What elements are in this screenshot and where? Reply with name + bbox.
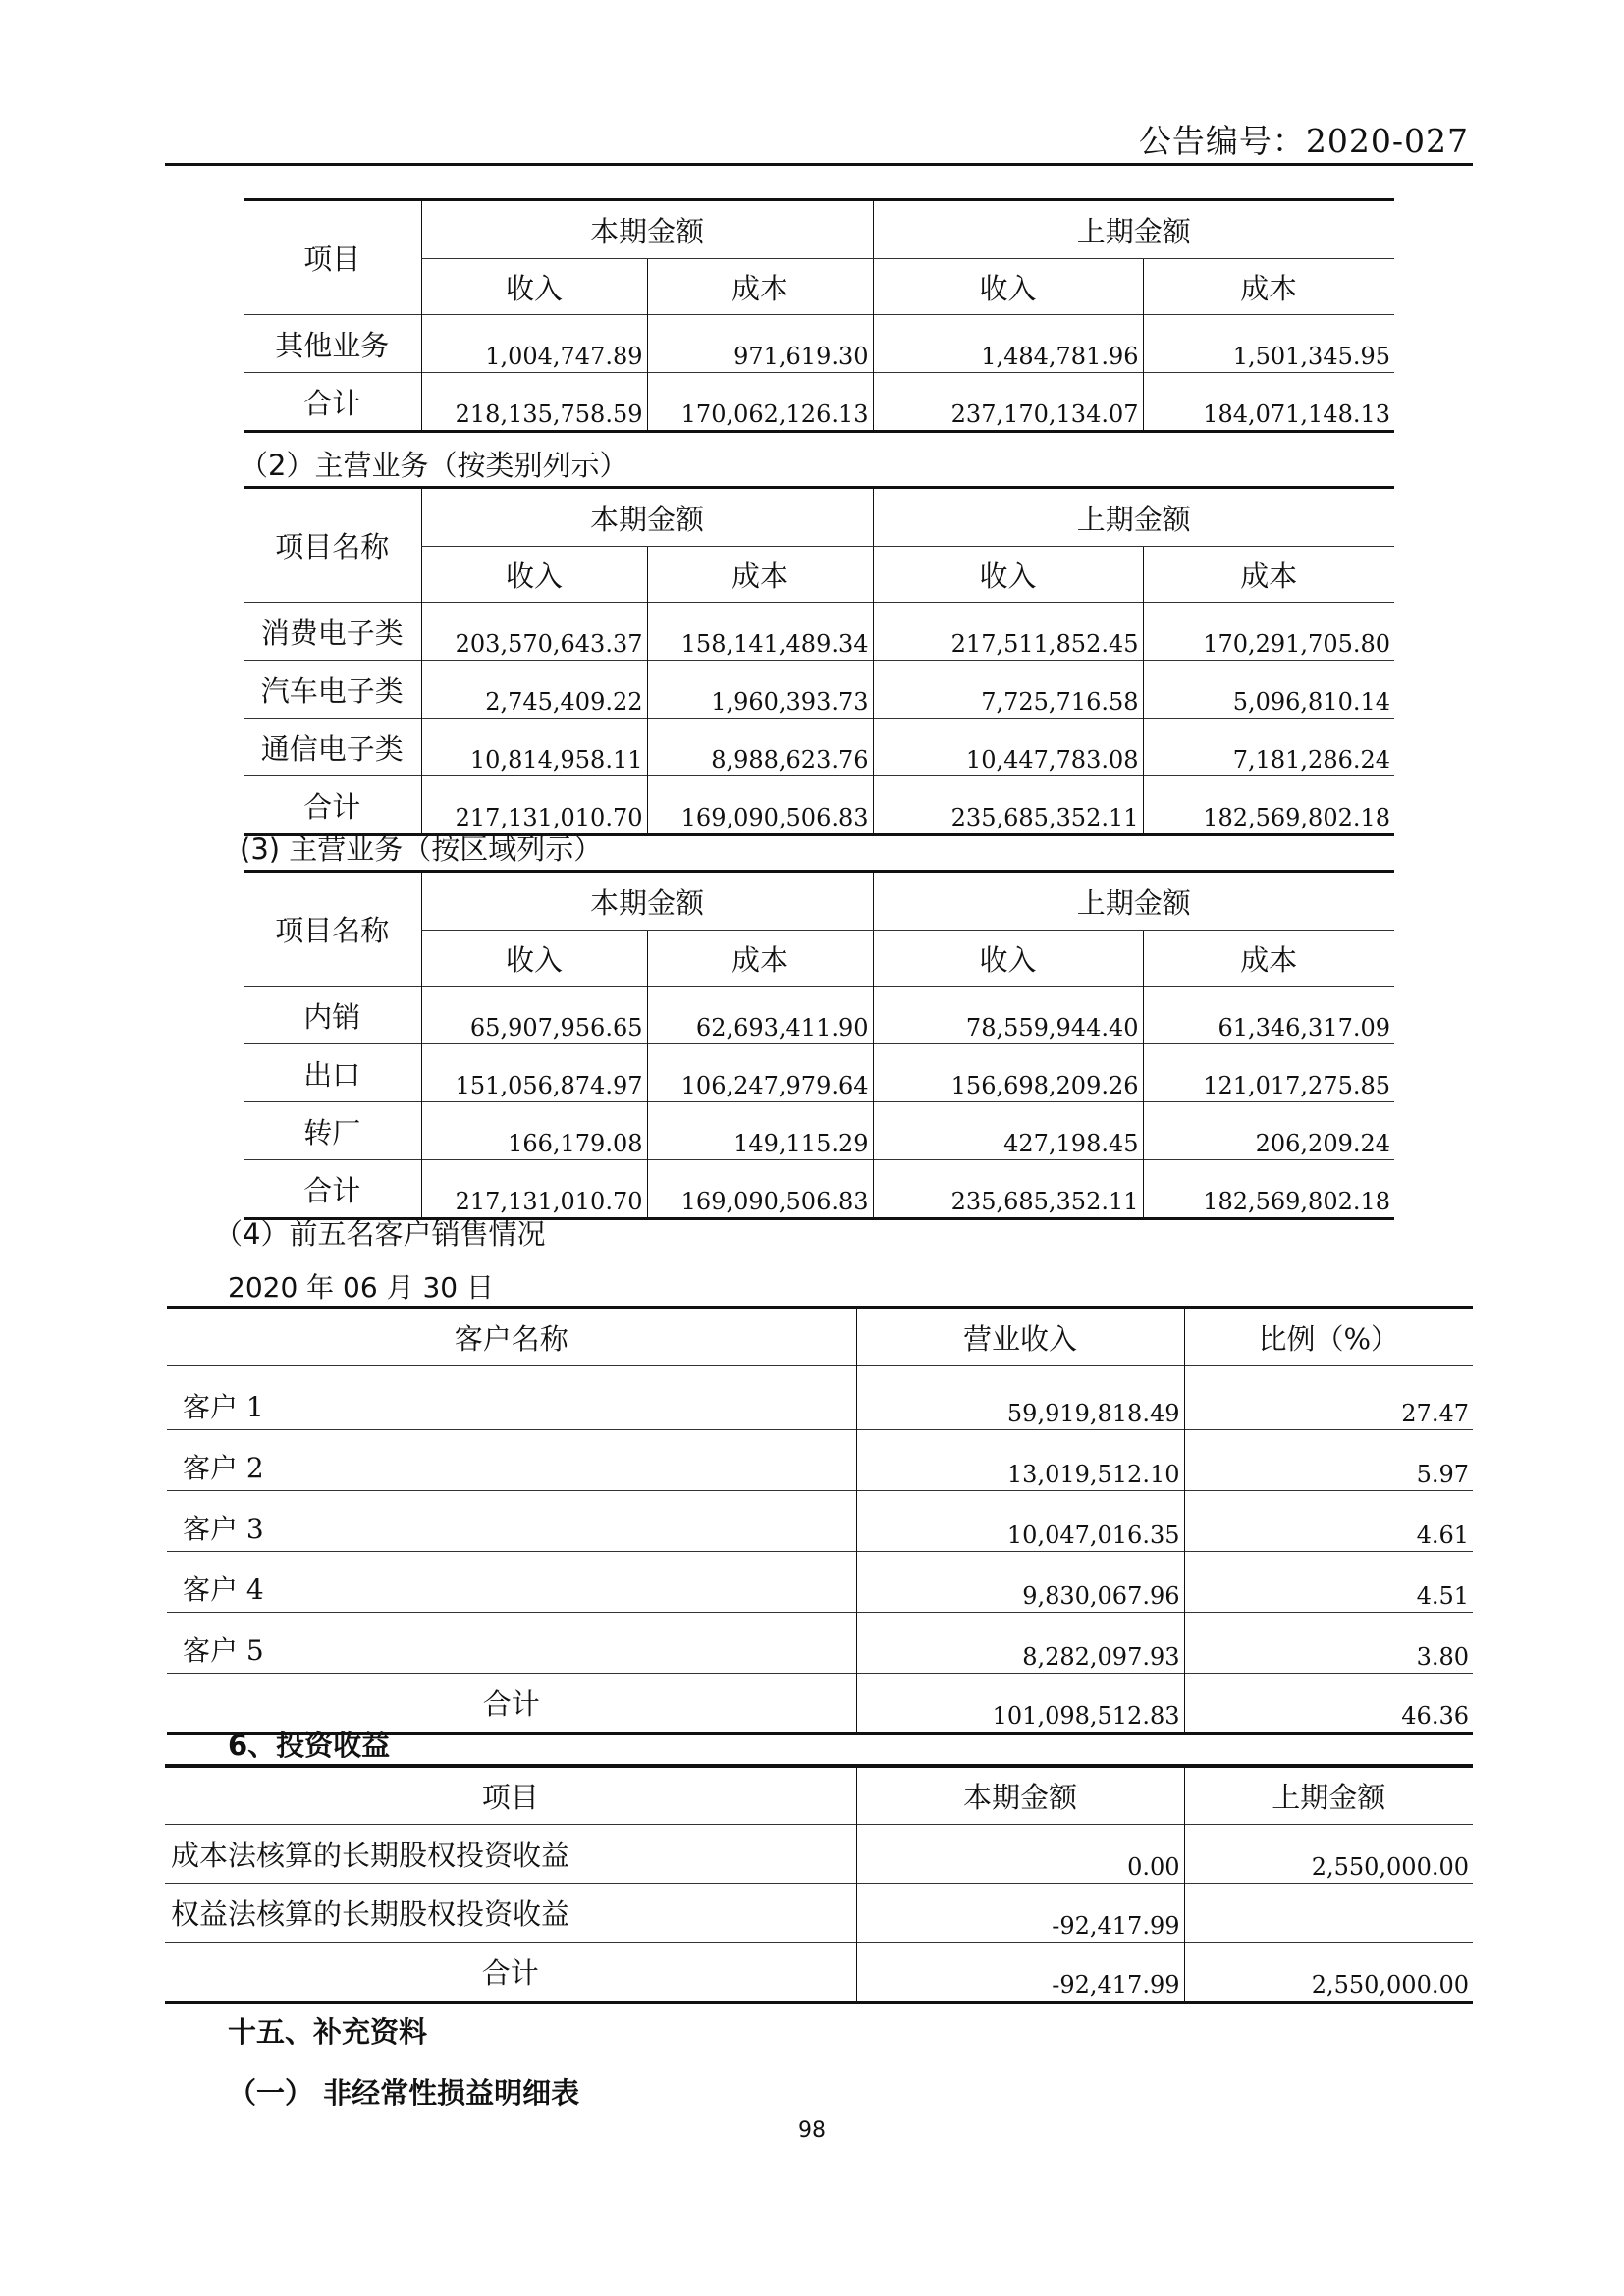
row-name: 转厂 bbox=[244, 1102, 421, 1160]
caption-by-category: （2）主营业务（按类别列示） bbox=[240, 449, 628, 482]
cell: 149,115.29 bbox=[647, 1102, 873, 1160]
row-name: 通信电子类 bbox=[244, 719, 421, 776]
cell: 8,988,623.76 bbox=[647, 719, 873, 776]
cell: 1,501,345.95 bbox=[1143, 315, 1394, 373]
row-name: 合计 bbox=[244, 776, 421, 835]
cell: 5,096,810.14 bbox=[1143, 661, 1394, 719]
cell: 0.00 bbox=[856, 1825, 1184, 1884]
table-header-row bbox=[165, 1766, 1473, 1825]
previous-period-header: 上期金额 bbox=[873, 872, 1394, 931]
cell: 106,247,979.64 bbox=[647, 1044, 873, 1102]
cost-header: 成本 bbox=[647, 547, 873, 603]
customer-name: 客户 4 bbox=[167, 1552, 856, 1613]
customer-name: 客户 5 bbox=[167, 1613, 856, 1674]
cell: 3.80 bbox=[1184, 1613, 1473, 1674]
ratio-header: 比例（%） bbox=[1184, 1308, 1473, 1366]
cell: 27.47 bbox=[1184, 1366, 1473, 1430]
cell: 166,179.08 bbox=[421, 1102, 647, 1160]
revenue-header: 收入 bbox=[873, 259, 1143, 315]
cell: 5.97 bbox=[1184, 1430, 1473, 1491]
current-period-header: 本期金额 bbox=[421, 488, 873, 547]
table-row bbox=[165, 1884, 1473, 1943]
customer-name: 客户 3 bbox=[167, 1491, 856, 1552]
row-name: 成本法核算的长期股权投资收益 bbox=[165, 1825, 856, 1884]
cell: 151,056,874.97 bbox=[421, 1044, 647, 1102]
row-name: 合计 bbox=[244, 1160, 421, 1219]
cell: 169,090,506.83 bbox=[647, 776, 873, 835]
cell: 182,569,802.18 bbox=[1143, 776, 1394, 835]
cell: 4.61 bbox=[1184, 1491, 1473, 1552]
cell: 206,209.24 bbox=[1143, 1102, 1394, 1160]
table-row bbox=[165, 1825, 1473, 1884]
table-row bbox=[244, 1160, 1394, 1219]
cell: 101,098,512.83 bbox=[856, 1674, 1184, 1735]
cell: 184,071,148.13 bbox=[1143, 373, 1394, 432]
row-name: 合计 bbox=[244, 373, 421, 432]
row-name: 内销 bbox=[244, 987, 421, 1044]
cell: 427,198.45 bbox=[873, 1102, 1143, 1160]
cell: 217,511,852.45 bbox=[873, 603, 1143, 661]
cell bbox=[1184, 1884, 1473, 1943]
revenue-header: 收入 bbox=[873, 547, 1143, 603]
revenue-header: 收入 bbox=[421, 931, 647, 987]
customer-name: 客户 2 bbox=[167, 1430, 856, 1491]
cell: 78,559,944.40 bbox=[873, 987, 1143, 1044]
previous-period-header: 上期金额 bbox=[873, 488, 1394, 547]
by-region-table bbox=[244, 870, 1394, 1220]
table-row bbox=[167, 1430, 1473, 1491]
notice-number: 公告编号：2020-027 bbox=[1138, 122, 1469, 160]
row-name: 汽车电子类 bbox=[244, 661, 421, 719]
cell: 1,960,393.73 bbox=[647, 661, 873, 719]
previous-period-header: 上期金额 bbox=[873, 200, 1394, 259]
cell: 10,814,958.11 bbox=[421, 719, 647, 776]
cost-header: 成本 bbox=[647, 931, 873, 987]
table-row bbox=[244, 776, 1394, 835]
item-header: 项目 bbox=[481, 1781, 539, 1814]
cell: 2,550,000.00 bbox=[1184, 1825, 1473, 1884]
cost-header: 成本 bbox=[1143, 547, 1394, 603]
customer-name-header: 客户名称 bbox=[454, 1322, 568, 1356]
cell: 158,141,489.34 bbox=[647, 603, 873, 661]
cell: 9,830,067.96 bbox=[856, 1552, 1184, 1613]
table-row bbox=[244, 1102, 1394, 1160]
table-row bbox=[167, 1491, 1473, 1552]
cell: 1,004,747.89 bbox=[421, 315, 647, 373]
cell: 235,685,352.11 bbox=[873, 1160, 1143, 1219]
cell: 971,619.30 bbox=[647, 315, 873, 373]
revenue-header: 收入 bbox=[421, 259, 647, 315]
revenue-header: 收入 bbox=[873, 931, 1143, 987]
cell: 8,282,097.93 bbox=[856, 1613, 1184, 1674]
item-header: 项目 bbox=[303, 242, 361, 276]
cell: 169,090,506.83 bbox=[647, 1160, 873, 1219]
table-row bbox=[244, 719, 1394, 776]
cell: 59,919,818.49 bbox=[856, 1366, 1184, 1430]
row-name: 出口 bbox=[244, 1044, 421, 1102]
header-rule bbox=[165, 163, 1473, 166]
section-nonrecurring: （一） 非经常性损益明细表 bbox=[228, 2076, 580, 2109]
total-label: 合计 bbox=[165, 1943, 856, 2003]
cell: 46.36 bbox=[1184, 1674, 1473, 1735]
table-row bbox=[244, 987, 1394, 1044]
section-investment-income: 6、投资收益 bbox=[228, 1729, 391, 1762]
table-row bbox=[167, 1613, 1473, 1674]
cell: 218,135,758.59 bbox=[421, 373, 647, 432]
row-name: 权益法核算的长期股权投资收益 bbox=[165, 1884, 856, 1943]
caption-by-region: (3) 主营业务（按区域列示） bbox=[240, 832, 603, 866]
cell: 235,685,352.11 bbox=[873, 776, 1143, 835]
cell: 7,725,716.58 bbox=[873, 661, 1143, 719]
other-business-table bbox=[244, 198, 1394, 433]
current-period-header: 本期金额 bbox=[421, 200, 873, 259]
table-header-row bbox=[167, 1308, 1473, 1366]
table-row bbox=[244, 315, 1394, 373]
cell: 61,346,317.09 bbox=[1143, 987, 1394, 1044]
table-row bbox=[244, 603, 1394, 661]
cost-header: 成本 bbox=[1143, 931, 1394, 987]
table-row bbox=[244, 373, 1394, 432]
top-customers-table bbox=[167, 1306, 1473, 1735]
cell: -92,417.99 bbox=[856, 1884, 1184, 1943]
table-row bbox=[244, 661, 1394, 719]
revenue-header: 收入 bbox=[421, 547, 647, 603]
item-name-header: 项目名称 bbox=[275, 530, 390, 563]
cell: 7,181,286.24 bbox=[1143, 719, 1394, 776]
customer-name: 客户 1 bbox=[167, 1366, 856, 1430]
cell: 170,062,126.13 bbox=[647, 373, 873, 432]
page-number: 98 bbox=[798, 2118, 826, 2143]
cell: 170,291,705.80 bbox=[1143, 603, 1394, 661]
cost-header: 成本 bbox=[647, 259, 873, 315]
revenue-header: 营业收入 bbox=[856, 1308, 1184, 1366]
investment-income-table bbox=[165, 1764, 1473, 2004]
table-row bbox=[167, 1552, 1473, 1613]
cost-header: 成本 bbox=[1143, 259, 1394, 315]
table-row bbox=[167, 1366, 1473, 1430]
cell: 237,170,134.07 bbox=[873, 373, 1143, 432]
cell: 10,047,016.35 bbox=[856, 1491, 1184, 1552]
row-name: 其他业务 bbox=[244, 315, 421, 373]
cell: 1,484,781.96 bbox=[873, 315, 1143, 373]
cell: -92,417.99 bbox=[856, 1943, 1184, 2003]
total-label: 合计 bbox=[167, 1674, 856, 1735]
cell: 65,907,956.65 bbox=[421, 987, 647, 1044]
caption-top-customers: （4）前五名客户销售情况 bbox=[214, 1217, 546, 1251]
table-total-row bbox=[165, 1943, 1473, 2003]
cell: 203,570,643.37 bbox=[421, 603, 647, 661]
cell: 156,698,209.26 bbox=[873, 1044, 1143, 1102]
cell: 217,131,010.70 bbox=[421, 1160, 647, 1219]
previous-period-header: 上期金额 bbox=[1184, 1766, 1473, 1825]
table-row bbox=[244, 1044, 1394, 1102]
by-category-table bbox=[244, 486, 1394, 836]
report-date: 2020 年 06 月 30 日 bbox=[228, 1271, 495, 1304]
current-period-header: 本期金额 bbox=[421, 872, 873, 931]
cell: 2,550,000.00 bbox=[1184, 1943, 1473, 2003]
current-period-header: 本期金额 bbox=[856, 1766, 1184, 1825]
item-name-header: 项目名称 bbox=[275, 914, 390, 947]
cell: 121,017,275.85 bbox=[1143, 1044, 1394, 1102]
cell: 217,131,010.70 bbox=[421, 776, 647, 835]
section-supplementary: 十五、补充资料 bbox=[228, 2015, 428, 2049]
cell: 10,447,783.08 bbox=[873, 719, 1143, 776]
cell: 62,693,411.90 bbox=[647, 987, 873, 1044]
cell: 4.51 bbox=[1184, 1552, 1473, 1613]
cell: 13,019,512.10 bbox=[856, 1430, 1184, 1491]
cell: 182,569,802.18 bbox=[1143, 1160, 1394, 1219]
cell: 2,745,409.22 bbox=[421, 661, 647, 719]
row-name: 消费电子类 bbox=[244, 603, 421, 661]
